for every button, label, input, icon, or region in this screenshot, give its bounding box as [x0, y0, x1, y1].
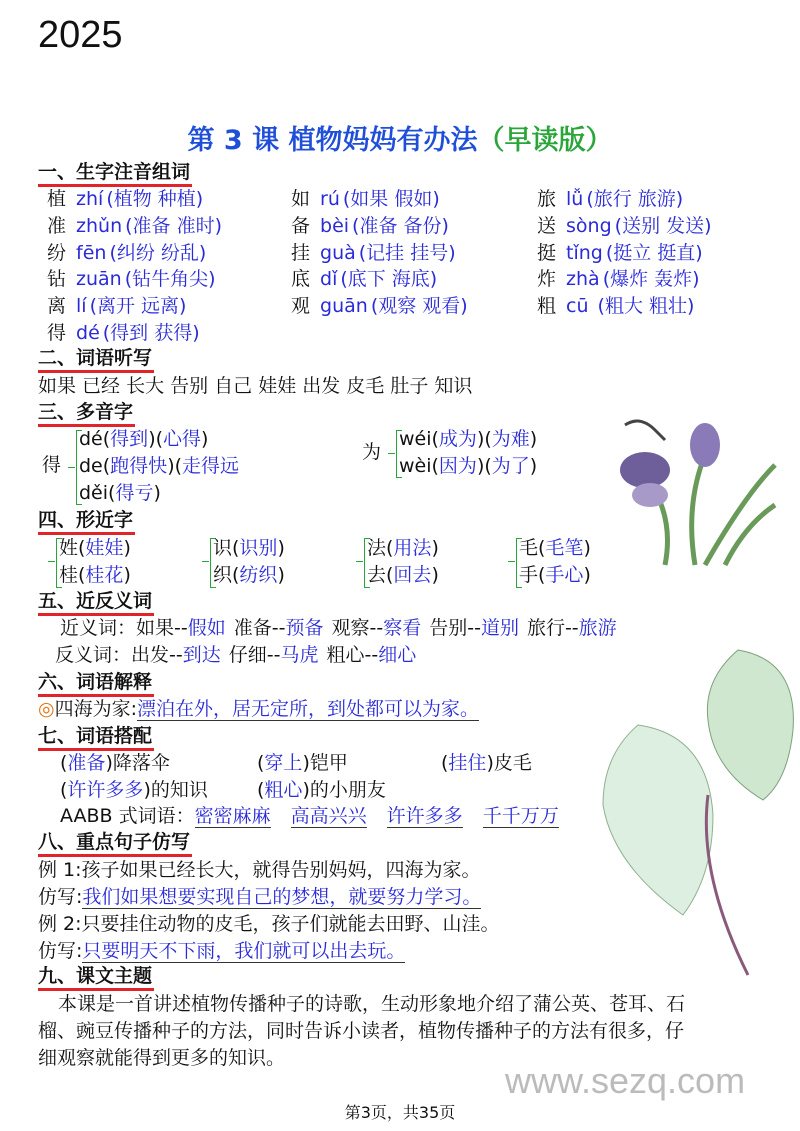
reading-word: 得亏 [115, 482, 154, 504]
pair-match: 预备 [285, 617, 324, 639]
theme-line: 本课是一首讲述植物传播种子的诗歌，生动形象地介绍了蒲公英、苍耳、石 [58, 993, 686, 1015]
vocab-char: 粗 [537, 295, 557, 318]
reading-word: 跑得快 [110, 455, 168, 477]
watermark: www.sezq.com [505, 1060, 746, 1101]
paren: ( [257, 779, 265, 801]
section-heading: 三、多音字 [38, 400, 135, 427]
aabb-word: 许许多多 [386, 805, 463, 827]
similar-char-entry [59, 562, 131, 588]
vocab-entry [537, 186, 683, 212]
paren: ( [441, 752, 449, 774]
synonyms-line [60, 615, 625, 641]
reading-end: ) [529, 428, 538, 450]
vocab-pinyin: lǚ [566, 188, 584, 210]
theme-line: 细观察就能得到更多的知识。 [38, 1047, 286, 1069]
vocab-words: (得到 获得) [102, 322, 200, 344]
section-heading: 九、课文主题 [38, 964, 154, 991]
reading-sep: ) [153, 482, 161, 504]
title-tag: （早读版） [477, 125, 613, 156]
section-heading: 四、形近字 [38, 508, 135, 535]
sentence-line [38, 938, 405, 964]
vocab-char: 准 [47, 214, 67, 237]
vocab-pinyin: zhà [566, 268, 600, 291]
pair-word: 如果-- [136, 617, 188, 639]
vocab-pinyin: dé [76, 322, 100, 344]
vocab-entry [537, 293, 694, 319]
vocab-pinyin: bèi [320, 214, 350, 237]
sentence-label: 例 1: [38, 859, 82, 881]
vocab-entry [537, 213, 712, 239]
collocation-item [60, 750, 170, 776]
reading-end: ) [201, 428, 209, 450]
vocab-entry [47, 186, 203, 212]
paren: ) [583, 537, 591, 559]
paren: ) [143, 779, 151, 801]
pair-match: 旅游 [578, 617, 617, 639]
vocab-pinyin: tǐng [566, 241, 603, 264]
reading-word: 因为 [438, 455, 477, 477]
reading-sep: )( [148, 428, 164, 450]
polyphone-reading [79, 480, 161, 506]
collocation-item [257, 750, 348, 776]
vocab-entry [537, 266, 700, 292]
paren: ) [123, 537, 131, 559]
pair-match: 察看 [383, 617, 422, 639]
vocab-pinyin: zhí [76, 188, 104, 210]
similar-char: 法( [367, 537, 394, 559]
reading-pinyin: de( [79, 455, 111, 477]
pair-label: 近义词： [60, 617, 137, 639]
aabb-line [60, 803, 579, 829]
aabb-word: 密密麻麻 [194, 805, 271, 827]
similar-char: 桂( [59, 564, 86, 586]
similar-char: 识( [213, 537, 240, 559]
page-footer: 第3页，共35页 [344, 1103, 456, 1122]
vocab-pinyin: dǐ [320, 268, 338, 291]
vocab-char: 底 [291, 268, 311, 291]
similar-char: 手( [519, 564, 546, 586]
vocab-entry [291, 293, 468, 319]
page-title [0, 118, 800, 157]
reading-sep: )( [476, 455, 492, 477]
paren: ) [277, 537, 285, 559]
paren: ) [302, 779, 310, 801]
vocab-char: 送 [537, 214, 557, 237]
vocab-char: 挂 [291, 241, 311, 264]
collocation-item [441, 750, 532, 776]
vocab-words: (观察 观看) [370, 295, 468, 318]
similar-char: 毛( [519, 537, 546, 559]
similar-word: 桂花 [85, 564, 124, 586]
vocab-words: (挺立 挺直) [605, 241, 703, 264]
vocab-char: 备 [291, 214, 311, 237]
reading-pinyin: wéi( [399, 428, 439, 450]
similar-word: 回去 [393, 564, 432, 586]
paren: ) [431, 564, 439, 586]
paren: ) [486, 752, 494, 774]
section-heading: 一、生字注音组词 [38, 160, 192, 187]
reading-word: 为难 [491, 428, 530, 450]
aabb-word: 高高兴兴 [290, 805, 367, 827]
dictation-words: 如果 已经 长大 告别 自己 娃娃 出发 皮毛 肚子 知识 [38, 375, 473, 397]
explain-line [38, 696, 479, 722]
sentence-label: 仿写: [38, 886, 83, 908]
vocab-pinyin: lí [76, 295, 87, 318]
reading-end: ) [529, 455, 538, 477]
paren: ) [583, 564, 591, 586]
pair-word: 粗心-- [326, 644, 379, 666]
pair-word: 仔细-- [228, 644, 281, 666]
reading-word: 走得远 [182, 455, 240, 477]
vocab-char: 植 [47, 188, 67, 210]
vocab-pinyin: fēn [76, 241, 107, 264]
explain-def: 漂泊在外，居无定所，到处都可以为家。 [137, 698, 480, 720]
collocation-target: 降落伞 [112, 752, 170, 774]
leaf-illustration [598, 645, 798, 980]
pair-match: 到达 [182, 644, 221, 666]
similar-word: 毛笔 [545, 537, 584, 559]
title-main: 第 3 课 植物妈妈有办法 [187, 125, 478, 156]
sentence-label: 仿写: [38, 940, 83, 962]
vocab-entry [47, 320, 200, 346]
sentence-line [38, 884, 481, 910]
vocab-char: 炸 [537, 268, 557, 291]
collocation-word: 准备 [67, 752, 106, 774]
sentence-line [38, 857, 481, 883]
paren: ) [105, 752, 113, 774]
vocab-entry [537, 240, 703, 266]
polyphone-char: 得 [42, 454, 62, 476]
sentence-label: 例 2: [38, 913, 82, 935]
reading-word: 成为 [438, 428, 477, 450]
pair-word: 观察-- [331, 617, 384, 639]
vocab-words: (送别 发送) [614, 214, 712, 237]
aabb-label: AABB 式词语： [60, 805, 195, 827]
polyphone-reading [79, 453, 239, 479]
vocab-pinyin: zuān [76, 268, 122, 291]
collocation-item [60, 777, 208, 803]
collocation-target: 铠甲 [309, 752, 348, 774]
pair-word: 告别-- [429, 617, 481, 639]
similar-word: 纺织 [239, 564, 278, 586]
vocab-words: (如果 假如) [342, 188, 440, 210]
reading-sep: )( [167, 455, 183, 477]
section-heading: 八、重点句子仿写 [38, 830, 192, 857]
section-heading: 五、近反义词 [38, 589, 154, 616]
sentence-line [38, 911, 500, 937]
vocab-entry [47, 293, 186, 319]
similar-char-entry [213, 562, 285, 588]
pair-label: 反义词： [55, 644, 132, 666]
iris-flower-illustration [605, 405, 795, 570]
similar-char-entry [519, 562, 591, 588]
vocab-words: (植物 种植) [106, 188, 204, 210]
similar-word: 娃娃 [85, 537, 124, 559]
vocab-words: (粗大 粗壮) [591, 295, 695, 318]
brace-tick-icon [48, 561, 55, 562]
vocab-pinyin: guān [320, 295, 368, 318]
paren: ( [60, 779, 68, 801]
paren: ) [277, 564, 285, 586]
sentence-text: 只要明天不下雨，我们就可以出去玩。 [82, 940, 406, 962]
similar-char: 姓( [59, 537, 86, 559]
vocab-char: 离 [47, 295, 67, 318]
vocab-words: (记挂 挂号) [358, 241, 456, 264]
vocab-pinyin: zhǔn [76, 214, 123, 237]
brace-tick-icon [68, 467, 75, 468]
antonyms-line [55, 642, 424, 668]
polyphone-reading [79, 426, 208, 452]
similar-word: 手心 [545, 564, 584, 586]
paren: ) [302, 752, 310, 774]
vocab-entry [47, 213, 222, 239]
vocab-words: (纠纷 纷乱) [109, 241, 207, 264]
reading-sep: )( [476, 428, 492, 450]
brace-tick-icon [356, 561, 363, 562]
section-heading: 七、词语搭配 [38, 724, 154, 751]
pair-match: 假如 [187, 617, 226, 639]
vocab-char: 如 [291, 188, 311, 210]
brace-tick-icon [202, 561, 209, 562]
vocab-entry [291, 240, 456, 266]
similar-word: 识别 [239, 537, 278, 559]
vocab-entry [291, 266, 437, 292]
paren: ) [123, 564, 131, 586]
similar-char: 织( [213, 564, 240, 586]
brace-tick-icon [508, 561, 515, 562]
collocation-word: 许许多多 [67, 779, 144, 801]
vocab-char: 得 [47, 322, 67, 344]
bullet-icon: ◎ [38, 698, 55, 720]
paren: ( [257, 752, 265, 774]
vocab-char: 旅 [537, 188, 557, 210]
similar-char-entry [519, 535, 591, 561]
vocab-pinyin: cū [566, 295, 589, 318]
vocab-entry [291, 213, 449, 239]
sentence-text: 孩子如果已经长大，就得告别妈妈，四海为家。 [81, 859, 481, 881]
reading-pinyin: děi( [79, 482, 116, 504]
pair-match: 细心 [378, 644, 417, 666]
vocab-pinyin: rú [320, 188, 340, 210]
section-heading: 六、词语解释 [38, 670, 154, 697]
reading-pinyin: wèi( [399, 455, 439, 477]
reading-word: 得到 [110, 428, 149, 450]
polyphone-reading [399, 453, 537, 479]
section-heading: 二、词语听写 [38, 346, 154, 373]
reading-word: 为了 [491, 455, 530, 477]
collocation-item [257, 777, 386, 803]
reading-pinyin: dé( [79, 428, 111, 450]
collocation-word: 穿上 [264, 752, 303, 774]
pair-word: 准备-- [233, 617, 286, 639]
brace-tick-icon [388, 453, 395, 454]
similar-char: 去( [367, 564, 394, 586]
aabb-word: 千千万万 [482, 805, 559, 827]
collocation-target: 皮毛 [493, 752, 532, 774]
vocab-pinyin: guà [320, 241, 356, 264]
vocab-words: (离开 远离) [89, 295, 187, 318]
similar-char-entry [367, 562, 439, 588]
vocab-entry [47, 266, 216, 292]
vocab-pinyin: sòng [566, 214, 612, 237]
collocation-word: 粗心 [264, 779, 303, 801]
polyphone-char: 为 [362, 441, 382, 463]
similar-char-entry [367, 535, 439, 561]
theme-line: 榴、豌豆传播种子的方法，同时告诉小读者，植物传播种子的方法有很多，仔 [38, 1020, 685, 1042]
vocab-entry [291, 186, 440, 212]
paren: ( [60, 752, 68, 774]
vocab-char: 钻 [47, 268, 67, 291]
pair-match: 道别 [480, 617, 519, 639]
pair-match: 马虎 [280, 644, 319, 666]
explain-term: 四海为家: [54, 698, 137, 720]
similar-char-entry [59, 535, 131, 561]
collocation-target: 的知识 [150, 779, 208, 801]
sentence-text: 我们如果想要实现自己的梦想，就要努力学习。 [82, 886, 482, 908]
paren: ) [431, 537, 439, 559]
sentence-text: 只要挂住动物的皮毛，孩子们就能去田野、山洼。 [81, 913, 500, 935]
vocab-words: (旅行 旅游) [586, 188, 684, 210]
vocab-words: (底下 海底) [340, 268, 438, 291]
vocab-words: (准备 准时) [125, 214, 222, 237]
vocab-char: 挺 [537, 241, 557, 264]
polyphone-reading [399, 426, 537, 452]
collocation-target: 的小朋友 [309, 779, 386, 801]
collocation-word: 挂住 [448, 752, 487, 774]
pair-word: 出发-- [131, 644, 183, 666]
vocab-entry [47, 240, 206, 266]
vocab-words: (钻牛角尖) [124, 268, 216, 291]
vocab-char: 观 [291, 295, 311, 318]
vocab-char: 纷 [47, 241, 67, 264]
reading-word: 心得 [163, 428, 202, 450]
vocab-words: (爆炸 轰炸) [602, 268, 700, 291]
year-label: 2025 [38, 14, 123, 56]
similar-word: 用法 [393, 537, 432, 559]
vocab-words: (准备 备份) [352, 214, 449, 237]
similar-char-entry [213, 535, 285, 561]
pair-word: 旅行-- [526, 617, 579, 639]
